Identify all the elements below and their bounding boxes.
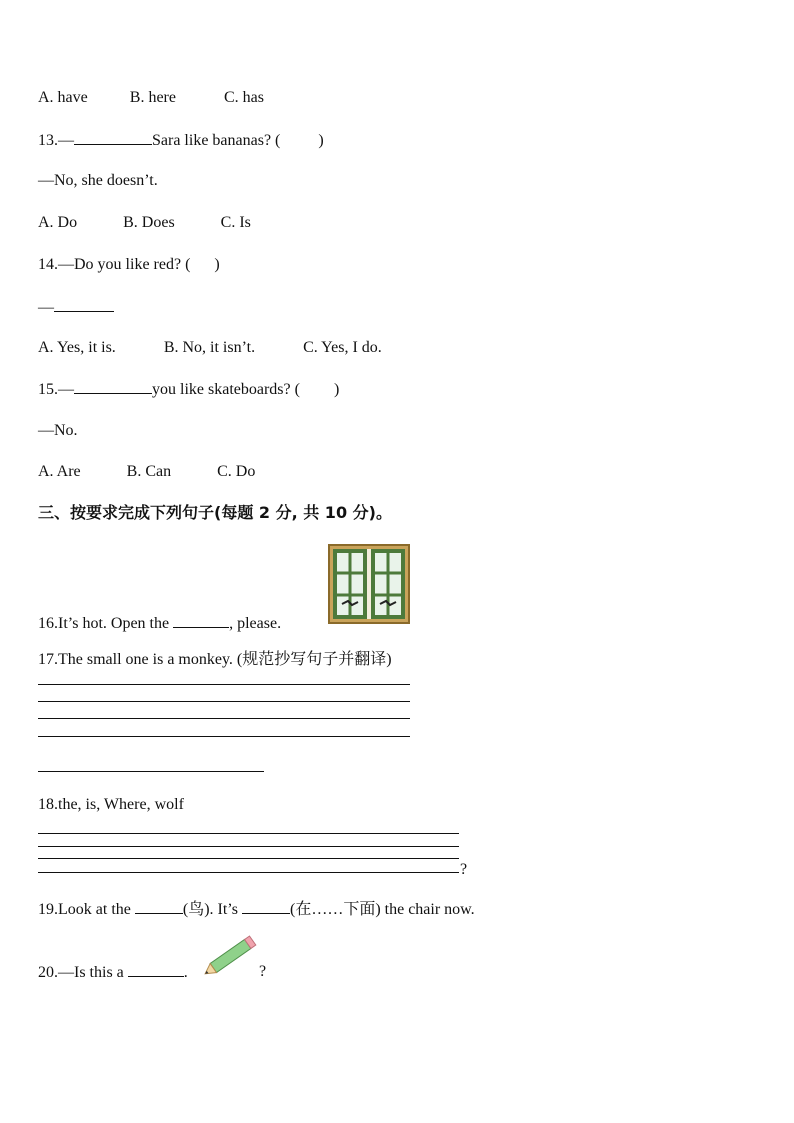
q13-dash: — (58, 132, 74, 149)
q20-text-before: —Is this a (58, 964, 128, 981)
q13-blank[interactable] (74, 130, 152, 145)
q19-blank-under[interactable] (242, 899, 290, 914)
q19-blank-bird[interactable] (135, 899, 183, 914)
q17-writing-line[interactable] (38, 701, 410, 702)
q20-blank[interactable] (128, 962, 184, 977)
q15-option-b: B. Can (126, 463, 172, 480)
q13-option-b: B. Does (123, 214, 175, 231)
q13-close-paren: ) (318, 132, 324, 149)
q12-option-b: B. here (129, 89, 176, 106)
q15-dash: — (58, 381, 74, 398)
q16-text-after: , please. (229, 615, 282, 632)
q18-writing-line[interactable] (38, 872, 459, 873)
q14-question (38, 255, 220, 275)
q16-question (38, 613, 281, 634)
q13-text: Sara like bananas? ( (152, 132, 281, 149)
q13-options (38, 213, 251, 233)
q19-text-1: Look at the (58, 901, 135, 918)
q15-answer: —No. (38, 422, 78, 439)
q17-writing-line[interactable] (38, 718, 410, 719)
q18-number: 18. (38, 796, 58, 813)
window-icon (328, 544, 410, 624)
q14-answer-line (38, 297, 114, 318)
pencil-icon (198, 934, 262, 980)
q17-writing-line[interactable] (38, 736, 410, 737)
q15-number: 15. (38, 381, 58, 398)
q12-option-a: A. have (38, 89, 88, 106)
q17-text: The small one is a monkey. (规范抄写句子并翻译) (58, 651, 392, 668)
q18-writing-line[interactable] (38, 833, 459, 834)
q18-question (38, 795, 184, 815)
q13-option-a: A. Do (38, 214, 78, 231)
q14-options (38, 338, 382, 358)
q17-question (38, 650, 392, 670)
q17-number: 17. (38, 651, 58, 668)
q19-number: 19. (38, 901, 58, 918)
q15-blank[interactable] (74, 379, 152, 394)
q12-option-c: C. has (223, 89, 264, 106)
q19-question (38, 899, 475, 920)
q17-writing-line[interactable] (38, 684, 410, 685)
q20-number: 20. (38, 964, 58, 981)
q14-text: —Do you like red? ( (58, 256, 191, 273)
q13-option-c: C. Is (220, 214, 251, 231)
q14-option-b: B. No, it isn’t. (163, 339, 256, 356)
q20-question (38, 962, 188, 983)
section-3-heading: 三、按要求完成下列句子(每题 2 分, 共 10 分)。 (38, 503, 392, 522)
q15-question (38, 379, 339, 400)
q15-close-paren: ) (333, 381, 340, 398)
q13-question (38, 130, 324, 151)
q17-translation-line[interactable] (38, 771, 264, 772)
q16-number: 16. (38, 615, 58, 632)
q14-option-c: C. Yes, I do. (303, 339, 382, 356)
q18-question-mark: ? (460, 861, 468, 878)
q15-option-c: C. Do (217, 463, 256, 480)
q15-options (38, 462, 255, 482)
q14-close-paren: ) (214, 256, 220, 273)
q18-text: the, is, Where, wolf (58, 796, 184, 813)
q12-options (38, 88, 264, 108)
q14-option-a: A. Yes, it is. (38, 339, 116, 356)
q15-text: you like skateboards? ( (152, 381, 300, 398)
q14-answer-blank[interactable] (54, 297, 114, 312)
q20-question-mark: ? (259, 963, 267, 980)
q14-number: 14. (38, 256, 58, 273)
q18-writing-line[interactable] (38, 858, 459, 859)
q13-number: 13. (38, 132, 58, 149)
q15-option-a: A. Are (38, 463, 81, 480)
q19-text-2: (鸟). It’s (182, 901, 242, 918)
q14-answer-dash: — (38, 299, 54, 316)
q16-blank[interactable] (173, 613, 229, 628)
q13-answer: —No, she doesn’t. (38, 172, 158, 189)
q16-text-before: It’s hot. Open the (58, 615, 174, 632)
q19-text-3: (在……下面) the chair now. (289, 901, 475, 918)
q18-writing-line[interactable] (38, 846, 459, 847)
q20-period: . (183, 964, 188, 981)
